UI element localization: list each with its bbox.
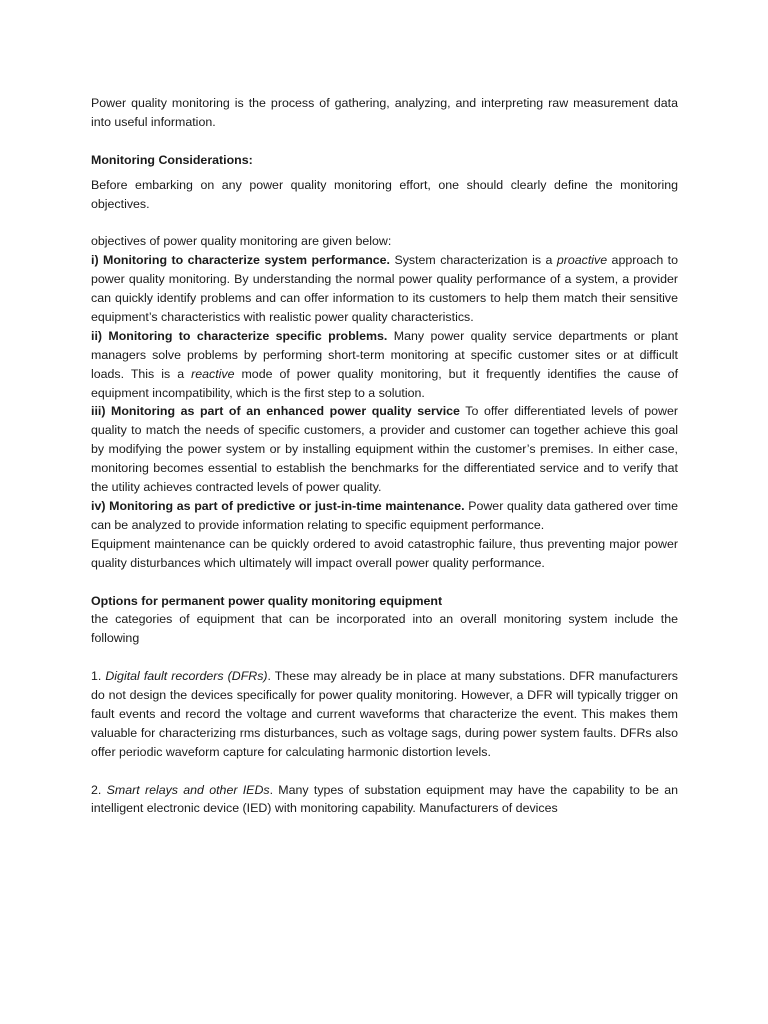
document-page xyxy=(91,94,678,818)
considerations-heading: Monitoring Considerations: xyxy=(91,152,253,167)
objectives-extra-paragraph: Equipment maintenance can be quickly ordered to avoid catastrophic failure, thus preventing major power quality disturbances which ultimately will impact overall power quality performance. xyxy=(91,536,678,570)
objective-title: iii) Monitoring as part of an enhanced power quality service xyxy=(91,404,460,419)
objective-item: iii) Monitoring as part of an enhanced power quality service To offer differentiated levels of power quality to match the needs of specific customers, a provider and customer can together achieve this goal by modifying the power system or by installing equipment within the customer’s premises. In either case, monitoring becomes essential to establish the benchmarks for the differentiated service and to verify that the utility achieves contracted levels of power quality. xyxy=(91,404,679,495)
objective-title: iv) Monitoring as part of predictive or just-in-time maintenance. xyxy=(91,499,465,513)
option-item: 2. Smart relays and other IEDs. Many types of substation equipment may have the capability to be an intelligent electronic device (IED) with monitoring capability. Manufacturers of devices xyxy=(91,782,679,816)
considerations-paragraph: Before embarking on any power quality monitoring effort, one should clearly define the monitoring objectives. xyxy=(91,177,678,211)
intro-paragraph: Power quality monitoring is the process of gathering, analyzing, and interpreting raw measurement data into useful information. xyxy=(91,96,678,129)
objective-title: ii) Monitoring to characterize specific problems. xyxy=(91,328,388,343)
options-heading: Options for permanent power quality monitoring equipment xyxy=(91,593,443,608)
objective-item: i) Monitoring to characterize system performance. System characterization is a proactive approach to power quality monitoring. By understanding the normal power quality performance of a system, a provider can quickly identify problems and can offer information to its customers to help them match their sensitive equipment’s characteristics with realistic power quality characteristics. xyxy=(91,253,678,324)
objective-title: i) Monitoring to characterize system performance. xyxy=(91,253,390,268)
objective-item: ii) Monitoring to characterize specific problems. Many power quality service departments or plant managers solve problems by performing short-term monitoring at specific customer sites or at difficult loads. This is a reactive mode of power quality monitoring, but it frequently identifies the cause of equipment incompatibility, which is the first step to a solution. xyxy=(91,328,679,400)
option-title: Smart relays and other IEDs xyxy=(106,782,270,797)
option-title: Digital fault recorders (DFRs) xyxy=(105,669,268,684)
options-lead: the categories of equipment that can be incorporated into an overall monitoring system include the following xyxy=(91,612,678,646)
objectives-lead: objectives of power quality monitoring are given below: xyxy=(91,234,392,249)
option-item: 1. Digital fault recorders (DFRs). These may already be in place at many substations. DFR manufacturers do not design the devices specifically for power quality monitoring. However, a DFR will typically trigger on fault events and record the voltage and current waveforms that characterize the event. This makes them valuable for characterizing rms disturbances, such as voltage sags, during power system faults. DFRs also offer periodic waveform capture for calculating harmonic distortion levels. xyxy=(91,669,678,759)
objective-item: iv) Monitoring as part of predictive or just-in-time maintenance. Power quality data gathered over time can be analyzed to provide information relating to specific equipment performance. xyxy=(91,499,678,532)
